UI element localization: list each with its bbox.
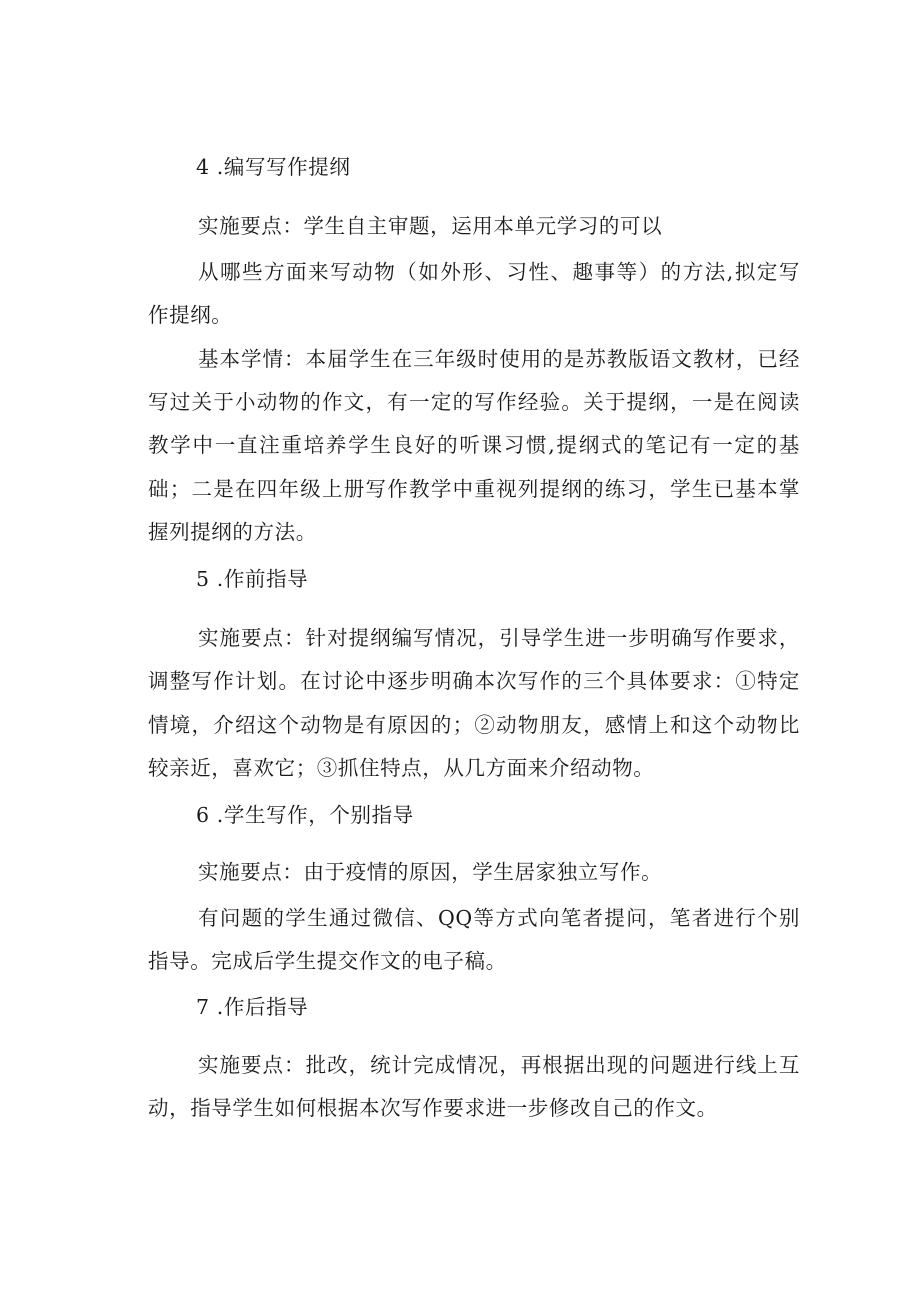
paragraph-line: 础；二是在四年级上册写作教学中重视列提纲的练习，学生已基本掌 (148, 477, 800, 501)
paragraph-line: 情境，介绍这个动物是有原因的；②动物朋友，感情上和这个动物比 (148, 713, 800, 737)
paragraph-line: 实施要点：针对提纲编写情况，引导学生进一步明确写作要求， (198, 626, 800, 650)
paragraph-line: 实施要点：学生自主审题，运用本单元学习的可以 (198, 214, 663, 238)
paragraph-line: 作提纲。 (148, 303, 233, 327)
paragraph-line: 调整写作计划。在讨论中逐步明确本次写作的三个具体要求：①特定 (148, 669, 800, 693)
paragraph-line: 握列提纲的方法。 (148, 520, 317, 544)
paragraph-line: 较亲近，喜欢它；③抓住特点，从几方面来介绍动物。 (148, 756, 655, 780)
paragraph-line: 教学中一直注重培养学生良好的听课习惯,提纲式的笔记有一定的基 (148, 433, 800, 457)
paragraph-line: 指导。完成后学生提交作文的电子稿。 (148, 949, 507, 973)
paragraph-line: 从哪些方面来写动物（如外形、习性、趣事等）的方法,拟定写 (198, 260, 800, 284)
paragraph-line: 实施要点：批改，统计完成情况，再根据出现的问题进行线上互 (198, 1053, 800, 1077)
section-heading: 7 .作后指导 (196, 995, 309, 1019)
section-heading: 6 .学生写作，个别指导 (196, 803, 414, 827)
paragraph-line: 实施要点：由于疫情的原因，学生居家独立写作。 (198, 860, 663, 884)
paragraph-line: 有问题的学生通过微信、QQ等方式向笔者提问，笔者进行个别 (198, 906, 800, 930)
paragraph-line: 基本学情：本届学生在三年级时使用的是苏教版语文教材，已经 (198, 347, 800, 371)
section-heading: 4 .编写写作提纲 (196, 155, 351, 179)
paragraph-line: 写过关于小动物的作文，有一定的写作经验。关于提纲，一是在阅读 (148, 390, 800, 414)
section-heading: 5 .作前指导 (196, 567, 309, 591)
paragraph-line: 动，指导学生如何根据本次写作要求进一步修改自己的作文。 (148, 1096, 718, 1120)
